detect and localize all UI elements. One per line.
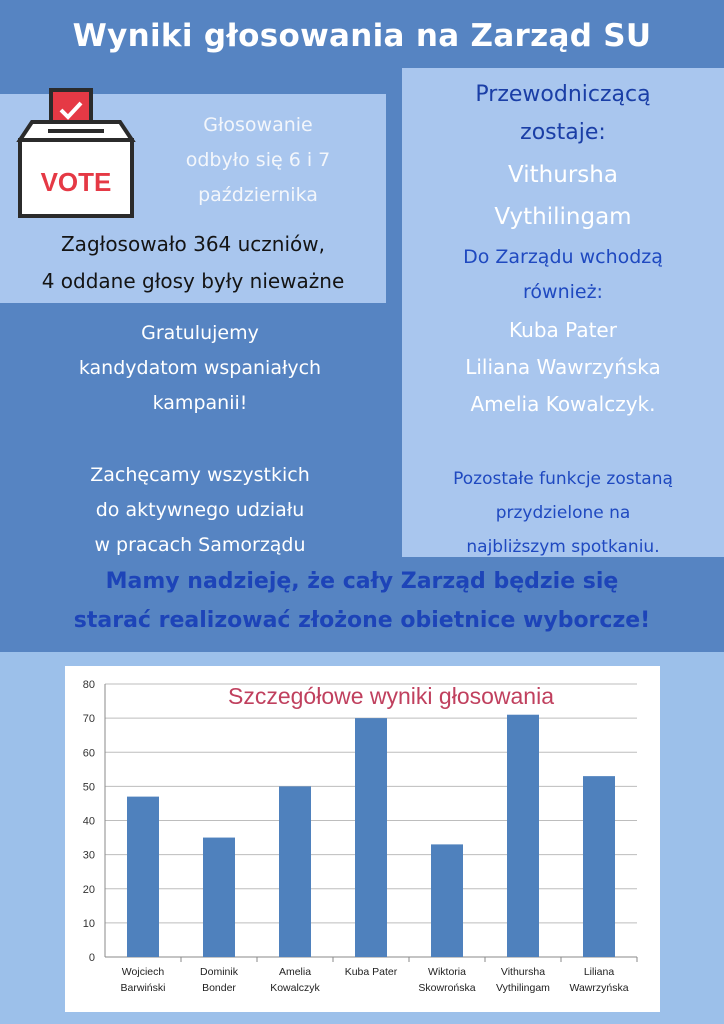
other-note-line: Pozostałe funkcje zostaną (453, 469, 673, 489)
chair-name-line: Vythilingam (494, 204, 632, 230)
turnout-text (0, 226, 386, 300)
x-tick-label: Kowalczyk (270, 982, 320, 994)
encourage-line: Zachęcamy wszystkich (90, 464, 310, 486)
turnout-line: 4 oddane głosy były nieważne (41, 269, 345, 293)
chart-title: Szczegółowe wyniki głosowania (228, 683, 554, 709)
board-member-list (402, 312, 724, 423)
bar (203, 838, 235, 957)
board-member: Kuba Pater (509, 318, 617, 342)
x-tick-label: Barwiński (120, 982, 166, 994)
encourage-line: w pracach Samorządu (94, 534, 306, 556)
encourage-line: do aktywnego udziału (95, 499, 305, 521)
chair-name-line: Vithursha (508, 162, 618, 188)
board-heading-line: Do Zarządu wchodzą (463, 246, 663, 268)
congrats-text (30, 316, 370, 421)
congrats-line: kandydatom wspaniałych (78, 357, 322, 379)
results-chart (65, 666, 660, 1012)
other-functions-note (402, 462, 724, 564)
chair-heading-line: Przewodniczącą (475, 82, 651, 107)
board-member: Amelia Kowalczyk. (470, 392, 656, 416)
y-tick-label: 40 (82, 815, 95, 828)
bar (279, 786, 311, 957)
x-tick-label: Liliana (583, 966, 615, 978)
chair-name (402, 154, 724, 238)
banner-line: starać realizować złożone obietnice wyborcze! (73, 608, 651, 633)
y-tick-label: 60 (82, 747, 95, 760)
board-heading-line: również: (523, 281, 603, 303)
ballot-box-icon (14, 88, 138, 220)
x-tick-label: Skowrońska (418, 982, 476, 994)
ballot-label: VOTE (40, 167, 112, 197)
y-tick-label: 10 (82, 917, 95, 930)
bar (507, 715, 539, 957)
bar (431, 844, 463, 957)
x-tick-label: Vythilingam (496, 982, 550, 994)
board-heading (402, 240, 724, 310)
chair-heading-line: zostaje: (520, 120, 606, 145)
y-tick-label: 20 (82, 883, 95, 896)
hope-banner (0, 562, 724, 640)
bar (127, 797, 159, 957)
x-tick-label: Wawrzyńska (569, 982, 629, 994)
x-tick-label: Amelia (278, 966, 312, 978)
chair-heading (402, 76, 724, 152)
y-tick-label: 70 (82, 713, 95, 726)
turnout-line: Zagłosowało 364 uczniów, (60, 232, 325, 256)
board-member: Liliana Wawrzyńska (465, 355, 661, 379)
voting-date-line: października (198, 184, 318, 206)
results-panel (402, 68, 724, 557)
congrats-line: Gratulujemy (141, 322, 259, 344)
y-tick-label: 80 (82, 679, 95, 691)
voting-date-line: Głosowanie (203, 114, 313, 136)
encourage-text (30, 458, 370, 563)
congrats-line: kampanii! (152, 392, 248, 414)
x-tick-label: Wojciech (121, 966, 165, 978)
y-tick-label: 30 (82, 849, 95, 862)
x-tick-label: Kuba Pater (344, 966, 398, 978)
y-tick-label: 0 (88, 952, 95, 964)
banner-line: Mamy nadzieję, że cały Zarząd będzie się (105, 569, 619, 594)
other-note-line: najbliższym spotkaniu. (466, 537, 660, 557)
page-title: Wyniki głosowania na Zarząd SU (72, 18, 652, 54)
bar (583, 776, 615, 957)
voting-date-line: odbyło się 6 i 7 (185, 149, 331, 171)
bar-chart (65, 666, 660, 1012)
x-tick-label: Bonder (202, 982, 236, 994)
x-tick-label: Vithursha (500, 966, 546, 978)
y-tick-label: 50 (82, 781, 95, 794)
voting-date-text (168, 108, 348, 213)
bar (355, 718, 387, 957)
x-tick-label: Dominik (200, 966, 238, 978)
x-tick-label: Wiktoria (428, 966, 466, 978)
other-note-line: przydzielone na (495, 503, 631, 523)
